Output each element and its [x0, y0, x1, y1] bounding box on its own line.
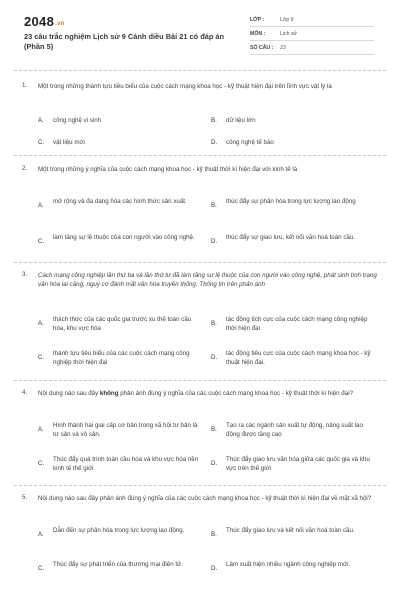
option-letter: A. [38, 117, 44, 124]
question-text-after: phản ánh đúng ý nghĩa của các cuộc cách mạng khoa học - kỹ thuật thời kì hiện đại? [118, 390, 354, 397]
option-text: công nghệ vi sinh [53, 117, 102, 124]
logo[interactable] [24, 14, 65, 29]
option-letter: C. [38, 139, 45, 146]
page-header [0, 0, 400, 70]
option-text: Thúc đẩy quá trình toàn cầu hóa và khu vực hóa nền kinh tế thế giới [53, 456, 199, 472]
option-text: Dẫn đến sự phân hóa trong lực lượng lao động. [53, 527, 185, 534]
option-text: Thúc đẩy giao lưu văn hóa giữa các quốc gia và khu vực trên thế giới [226, 456, 370, 472]
option-letter: D. [211, 238, 218, 245]
info-table [250, 13, 374, 55]
question-number: 2. [22, 165, 28, 172]
option-text: Hình thành hai giai cấp cơ bản trong xã hội tư bản là tư sản và vô sản. [53, 422, 198, 438]
divider [14, 380, 386, 381]
option-letter: A. [38, 426, 44, 433]
question-number: 3. [22, 271, 28, 278]
option-letter: C. [38, 238, 45, 245]
info-key: MÔN : [250, 30, 266, 37]
page-title: 23 câu trắc nghiệm Lịch sử 9 Cánh diều Bài 21 có đáp án (Phần 5) [24, 32, 225, 51]
option-text: thúc đẩy sự giao lưu, kết nối văn hoá toàn cầu. [226, 234, 356, 241]
question-text: Một trong những thành tựu tiêu biểu của cuộc cách mạng khoa học - kỹ thuật hiện đại trên lĩnh vực vật lý là [38, 83, 332, 90]
option-text: thành tựu tiêu biểu của các cuộc cách mạng công nghiệp thời hiện đại [53, 350, 190, 366]
option-letter: B. [211, 531, 217, 538]
option-letter: B. [211, 426, 217, 433]
option-text: Làm xuất hiện nhiều ngành công nghiệp mới. [226, 561, 351, 568]
logo-text: 2048 [24, 14, 55, 29]
question-text [38, 389, 382, 398]
divider [14, 155, 386, 156]
divider [14, 262, 386, 263]
option-text: thúc đẩy sự phân hóa trong lực lượng lao động [226, 198, 356, 205]
option-letter: A. [38, 202, 44, 209]
option-text: thách thức của các quốc gia trước xu thế toàn cầu hóa, khu vực hóa [53, 316, 192, 332]
info-row-class [250, 13, 374, 27]
question-text: Nội dung nào sau đây phản ánh đúng ý nghĩa của các cuộc cách mạng khoa học - kỹ thuật thời kì hiện đại về mặt xã hội? [38, 495, 372, 502]
info-row-count [250, 41, 374, 55]
info-value: Lớp 9 [280, 16, 294, 23]
question-text-before: Nội dung nào sau đây [38, 390, 100, 397]
option-text: Tạo ra các ngành sản xuất tự động, nâng suất lao động được tăng cao [226, 422, 363, 438]
option-text: Thúc đẩy giao lưu và kết nối văn hoá toàn cầu. [226, 527, 355, 534]
question-text: Cách mạng công nghiệp lần thứ ba và lần thứ tư đã làm tăng sự lệ thuộc của con người vào công nghệ, phát sinh tình trạng văn hóa lai căng, nguy cơ đánh mất văn hóa truyền thống. Thông tin trên phản ánh [38, 272, 377, 288]
option-letter: C. [38, 354, 45, 361]
question-number: 4. [22, 389, 28, 396]
option-text: Thúc đẩy sự phát triển của thương mại điện tử. [53, 561, 183, 568]
option-letter: C. [38, 460, 45, 467]
info-value: Lịch sử [280, 30, 298, 37]
option-text: công nghệ tế bào [226, 139, 274, 146]
option-text: tác động tích cực của cuộc cách mạng công nghiệp thời hiện đại [226, 316, 368, 332]
divider [14, 485, 386, 486]
question-text: Một trong những ý nghĩa của cuộc cách mạng khoa học - kỹ thuật thời kì hiện đại với kinh tế là [38, 166, 298, 173]
option-text: làm tăng sự lệ thuộc của con người vào công nghệ. [53, 234, 195, 241]
option-text: tác động tiêu cực của cuộc cách mạng khoa học - kỹ thuật hiện đại. [226, 350, 371, 366]
option-letter: A. [38, 531, 44, 538]
question-text-emphasis: không [99, 390, 119, 397]
logo-suffix: .vn [55, 21, 65, 27]
option-text: vật liệu mới [53, 139, 85, 146]
option-letter: B. [211, 320, 217, 327]
option-text: dữ liệu lớn [226, 117, 256, 124]
option-text: mở rộng và đa dạng hóa các hình thức sản xuất. [53, 198, 187, 205]
option-letter: D. [211, 354, 218, 361]
option-letter: B. [211, 117, 217, 124]
option-letter: D. [211, 460, 218, 467]
option-letter: D. [211, 139, 218, 146]
divider [14, 70, 386, 71]
option-letter: D. [211, 565, 218, 572]
info-row-subject [250, 27, 374, 41]
info-value: 23 [280, 44, 286, 51]
info-key: SỐ CÂU : [250, 44, 274, 51]
question-number: 1. [22, 82, 28, 89]
info-key: LỚP : [250, 16, 265, 23]
question-number: 5. [22, 494, 28, 501]
option-letter: C. [38, 565, 45, 572]
option-letter: A. [38, 320, 44, 327]
option-letter: B. [211, 202, 217, 209]
